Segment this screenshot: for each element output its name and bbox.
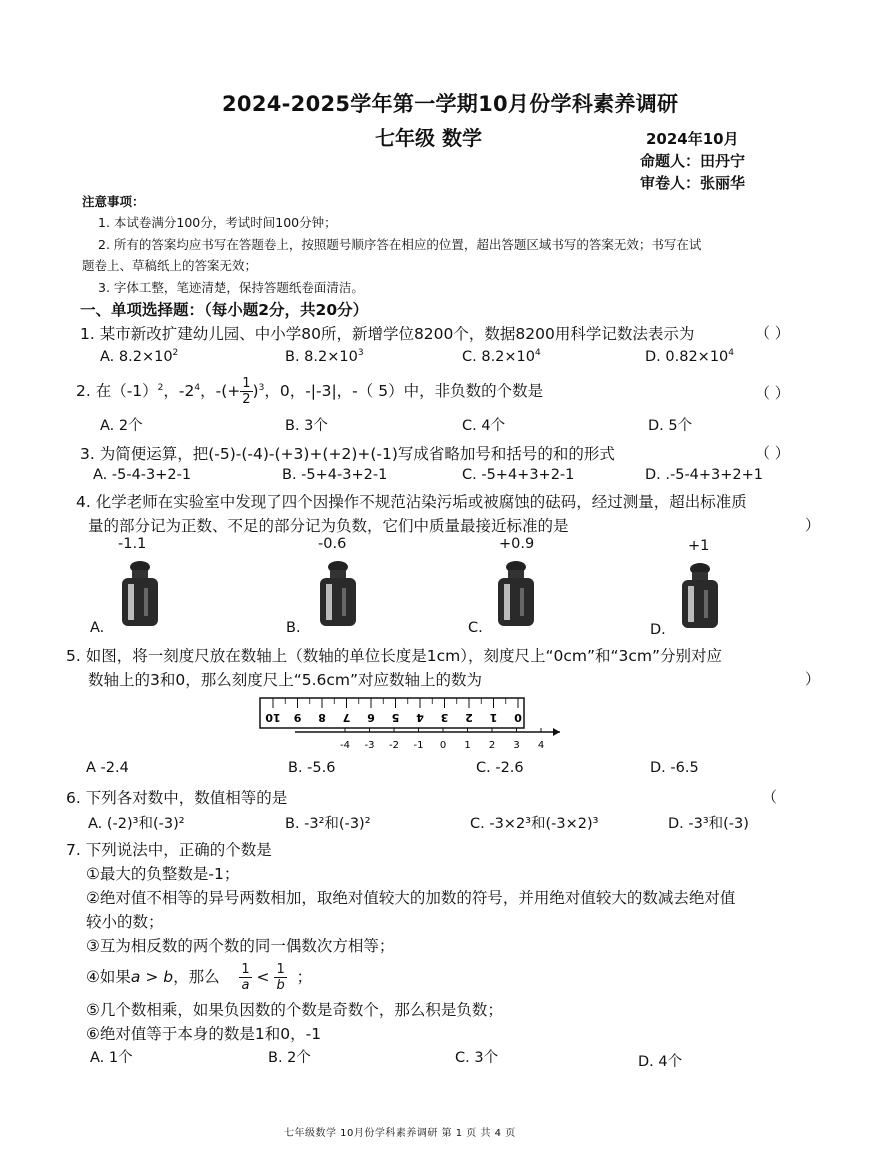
- q5-answer-paren: ）: [805, 670, 821, 688]
- q4-option-a: A.: [90, 620, 105, 636]
- notice-item-2b: 题卷上、草稿纸上的答案无效；: [82, 258, 258, 273]
- q7-option-d: D. 4个: [638, 1054, 683, 1070]
- axis-label: -2: [389, 740, 399, 751]
- axis-label: -4: [340, 740, 350, 751]
- weight-label-a: -1.1: [118, 536, 147, 552]
- q7-statement-2a: ②绝对值不相等的异号两数相加，取绝对值较大的加数的符号，并用绝对值较大的数减去绝对值: [86, 889, 736, 907]
- q1-stem: 1. 某市新改扩建幼儿园、中小学80所，新增学位8200个，数据8200用科学记数法表示为: [80, 325, 695, 343]
- notice-heading: 注意事项：: [82, 194, 145, 209]
- q1-option-c: C. $8.2\times 10^4$: [462, 348, 541, 365]
- ruler-label: 3: [440, 711, 449, 724]
- q3-stem: 3. 为简便运算，把(-5)-(-4)-(+3)+(+2)+(-1)写成省略加号和括号的和的形式: [80, 445, 615, 463]
- q2-option-b: B. 3个: [285, 418, 328, 434]
- q4-option-b: B.: [286, 620, 301, 636]
- q4-answer-paren: ）: [805, 516, 821, 534]
- weight-label-c: +0.9: [499, 536, 535, 552]
- exam-date: 2024年10月: [646, 130, 739, 148]
- q4-stem-line1: 4. 化学老师在实验室中发现了四个因操作不规范沾染污垢或被腐蚀的砝码，经过测量，超出标准质: [76, 493, 747, 511]
- q3-option-b: B. -5+4-3+2-1: [282, 467, 388, 483]
- weight-label-b: -0.6: [318, 536, 347, 552]
- weight-b-image: [316, 558, 360, 630]
- ruler-label: 6: [367, 711, 375, 724]
- q6-answer-paren: （: [762, 788, 778, 806]
- q7-option-c: C. 3个: [455, 1050, 499, 1066]
- weight-label-d: +1: [688, 538, 710, 554]
- ruler-numberline-figure: [255, 694, 565, 754]
- q7-option-a: A. 1个: [90, 1050, 133, 1066]
- q7-statement-3: ③互为相反数的两个数的同一偶数次方相等；: [86, 937, 395, 955]
- ruler-label: 1: [489, 711, 498, 724]
- weight-c-image: [494, 558, 538, 630]
- notice-item-2a: 2. 所有的答案均应书写在答题卷上，按照题号顺序答在相应的位置，超出答题区域书写的答案无效；书写在试: [98, 237, 702, 252]
- q6-option-c: C. -3×2³和(-3×2)³: [470, 816, 599, 832]
- q6-option-a: A. (-2)³和(-3)²: [88, 816, 185, 832]
- q5-option-d: D. -6.5: [650, 760, 699, 776]
- number-line-arrow: [553, 728, 560, 736]
- q6-stem: 6. 下列各对数中，数值相等的是: [66, 789, 288, 807]
- q5-stem-line2: 数轴上的3和0，那么刻度尺上“5.6cm”对应数轴上的数为: [88, 671, 483, 689]
- notice-item-3: 3. 字体工整，笔迹清楚，保持答题纸卷面清洁。: [98, 280, 364, 295]
- q5-option-b: B. -5.6: [288, 760, 336, 776]
- ruler-label: 0: [514, 711, 522, 724]
- q3-answer-paren: （ ）: [755, 444, 790, 462]
- ruler-label: 8: [318, 711, 326, 724]
- q4-option-d: D.: [650, 622, 666, 638]
- weight-a-image: [118, 558, 162, 630]
- ruler-label: 4: [416, 711, 424, 724]
- q2-answer-paren: （ ）: [755, 384, 790, 402]
- axis-label: -3: [364, 740, 375, 751]
- q7-statement-6: ⑥绝对值等于本身的数是1和0，-1: [86, 1025, 322, 1043]
- q1-option-a: A. $8.2\times 10^2$: [100, 348, 179, 365]
- q3-option-c: C. -5+4+3+2-1: [462, 467, 575, 483]
- q2-fraction: $\frac{1}{2}$: [242, 376, 251, 407]
- q7-stem: 7. 下列说法中，正确的个数是: [66, 841, 272, 859]
- fraction-1-over-b: $\frac{1}{b}$: [276, 962, 285, 993]
- ruler-label: 7: [342, 711, 351, 724]
- q4-option-c: C.: [468, 620, 483, 636]
- q3-option-d: D. .-5-4+3+2+1: [645, 467, 764, 483]
- page-footer: 七年级数学 10月份学科素养调研 第 1 页 共 4 页: [284, 1128, 516, 1139]
- ruler-label: 5: [391, 711, 400, 724]
- ruler-label: 2: [465, 711, 473, 724]
- q3-option-a: A. -5-4-3+2-1: [93, 467, 192, 483]
- reviewer: 审卷人：张丽华: [640, 174, 746, 192]
- ruler-label: 9: [293, 711, 302, 724]
- q6-option-d: D. -3³和(-3): [668, 816, 749, 832]
- section-heading: 一、单项选择题：（每小题2分，共20分）: [80, 301, 369, 319]
- q2-option-d: D. 5个: [648, 418, 693, 434]
- weight-d-image: [678, 560, 722, 632]
- q5-option-a: A -2.4: [86, 760, 129, 776]
- axis-label: -1: [413, 740, 424, 751]
- q6-option-b: B. -3²和(-3)²: [285, 816, 371, 832]
- axis-label: 0: [439, 740, 447, 751]
- q7-statement-5: ⑤几个数相乘，如果负因数的个数是奇数个，那么积是负数；: [86, 1001, 503, 1019]
- q5-option-c: C. -2.6: [476, 760, 524, 776]
- q7-statement-4: ④如果a > b，那么 $\frac{1}{a}$ < $\frac{1}{b}$ ；: [86, 962, 313, 993]
- fraction-1-over-a: $\frac{1}{a}$: [241, 962, 250, 993]
- axis-label: 3: [513, 740, 520, 751]
- q4-stem-line2: 量的部分记为正数、不足的部分记为负数，它们中质量最接近标准的是: [88, 517, 569, 535]
- grade-subject: 七年级 数学: [375, 126, 482, 150]
- q1-option-b: B. $8.2\times 10^3$: [285, 348, 364, 365]
- author: 命题人：田丹宁: [640, 152, 746, 170]
- q2-option-a: A. 2个: [100, 418, 143, 434]
- q2-option-c: C. 4个: [462, 418, 506, 434]
- notice-item-1: 1. 本试卷满分100分，考试时间100分钟；: [98, 215, 337, 230]
- axis-label: 2: [488, 740, 496, 751]
- q1-option-d: D. $0.82\times 10^4$: [645, 348, 735, 365]
- q5-stem-line1: 5. 如图，将一刻度尺放在数轴上（数轴的单位长度是1cm），刻度尺上“0cm”和“3cm”分别对应: [66, 647, 723, 665]
- q2-stem: 2. 在$(-1)^2$，$-2^4$，-(+ $\frac{1}{2}$ )$^3$，0，-|-3|，-（ 5）中，非负数的个数是: [76, 376, 544, 407]
- q7-option-b: B. 2个: [268, 1050, 311, 1066]
- axis-label: 4: [537, 740, 545, 751]
- q1-answer-paren: （ ）: [755, 324, 790, 342]
- axis-label: 1: [464, 740, 471, 751]
- q7-statement-2b: 较小的数；: [86, 913, 164, 931]
- q7-statement-1: ①最大的负整数是-1；: [86, 865, 240, 883]
- ruler-label: 10: [265, 711, 281, 724]
- exam-title: 2024-2025学年第一学期10月份学科素养调研: [222, 92, 679, 116]
